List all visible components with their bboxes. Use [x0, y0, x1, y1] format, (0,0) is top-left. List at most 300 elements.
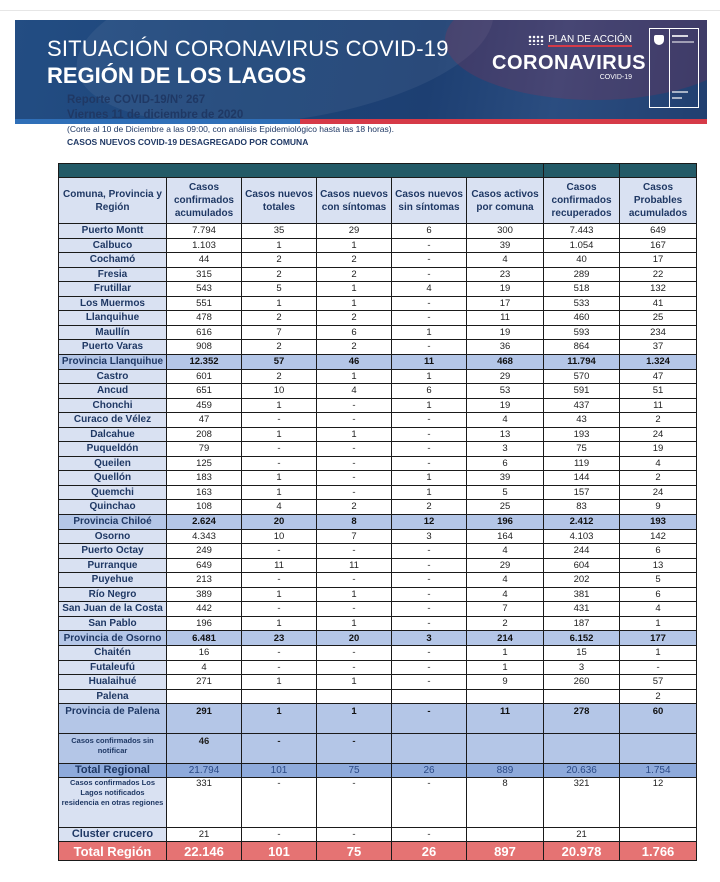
cell-value: - — [242, 778, 317, 828]
table-row — [59, 602, 697, 617]
table-top-band — [59, 164, 697, 178]
table-row — [59, 413, 697, 428]
cell-value: 459 — [167, 398, 242, 413]
table-row — [59, 485, 697, 500]
cell-value: 23 — [467, 267, 544, 282]
table-row — [59, 573, 697, 588]
cell-value: 4.103 — [544, 529, 620, 544]
cell-value: 1 — [317, 427, 392, 442]
cell-value: 1 — [392, 471, 467, 486]
plan-dots-icon — [528, 35, 544, 45]
cases-table — [58, 163, 697, 861]
table-row — [59, 398, 697, 413]
cell-value: 57 — [620, 675, 697, 690]
table-row — [59, 660, 697, 675]
cell-value: 19 — [467, 325, 544, 340]
cell-value: 1 — [242, 587, 317, 602]
row-label: Quemchi — [59, 485, 167, 500]
cell-value: 249 — [167, 544, 242, 559]
row-label: Provincia de Osorno — [59, 631, 167, 646]
cell-value: 13 — [467, 427, 544, 442]
cell-value: - — [317, 413, 392, 428]
logo-divider — [669, 29, 670, 107]
cell-value: 1 — [317, 369, 392, 384]
cell-value: 4 — [467, 573, 544, 588]
cell-value: 1.754 — [620, 764, 697, 778]
cell-value: 6.481 — [167, 631, 242, 646]
cell-value: - — [392, 778, 467, 828]
cell-value: 1 — [317, 704, 392, 734]
cell-value: 478 — [167, 311, 242, 326]
table-row — [59, 587, 697, 602]
column-header: Casos nuevos sin síntomas — [392, 178, 467, 224]
cell-value: - — [317, 442, 392, 457]
cell-value: 1 — [620, 646, 697, 661]
cell-value — [544, 689, 620, 704]
table-row — [59, 253, 697, 268]
cell-value: 864 — [544, 340, 620, 355]
cell-value: 9 — [620, 500, 697, 515]
banner-title: SITUACIÓN CORONAVIRUS COVID-19 — [47, 36, 449, 61]
cell-value: 1 — [242, 471, 317, 486]
cell-value: 6 — [317, 325, 392, 340]
cell-value: 12 — [620, 778, 697, 828]
cell-value: 26 — [392, 764, 467, 778]
cell-value: 51 — [620, 384, 697, 399]
plan-sub: COVID-19 — [599, 74, 632, 81]
cell-value: 2 — [242, 311, 317, 326]
cell-value: 1 — [242, 427, 317, 442]
cell-value — [392, 734, 467, 764]
report-subtitle: CASOS NUEVOS COVID-19 DESAGREGADO POR COMUNA — [67, 137, 309, 147]
row-label: San Pablo — [59, 616, 167, 631]
cell-value: 46 — [317, 354, 392, 369]
table-row — [59, 442, 697, 457]
cell-value: - — [317, 398, 392, 413]
row-label: Puerto Montt — [59, 224, 167, 239]
logo-text-line — [672, 97, 682, 99]
row-label: Palena — [59, 689, 167, 704]
cell-value: 591 — [544, 384, 620, 399]
cell-value: 7 — [242, 325, 317, 340]
cell-value: 1 — [317, 587, 392, 602]
cell-value: 5 — [467, 485, 544, 500]
cell-value: - — [620, 660, 697, 675]
cell-value: 119 — [544, 456, 620, 471]
cell-value: 75 — [317, 842, 392, 861]
cell-value: 2 — [317, 267, 392, 282]
cell-value: 9 — [467, 675, 544, 690]
cell-value: 10 — [242, 384, 317, 399]
cell-value: - — [392, 828, 467, 842]
cell-value: 6 — [467, 456, 544, 471]
cell-value: 11 — [242, 558, 317, 573]
row-label: Los Muermos — [59, 296, 167, 311]
cell-value: 2 — [242, 340, 317, 355]
cell-value: 6 — [392, 384, 467, 399]
cell-value: 39 — [467, 471, 544, 486]
cell-value: 1 — [317, 282, 392, 297]
cell-value: 19 — [467, 282, 544, 297]
band-cell — [59, 164, 544, 178]
cell-value: - — [242, 734, 317, 764]
cell-value: - — [317, 456, 392, 471]
cell-value: 5 — [242, 282, 317, 297]
cell-value: - — [242, 456, 317, 471]
cell-value: - — [392, 675, 467, 690]
logo-text-line — [672, 91, 688, 93]
row-label: Futaleufú — [59, 660, 167, 675]
cell-value: 163 — [167, 485, 242, 500]
cell-value: 2 — [242, 369, 317, 384]
cell-value — [167, 689, 242, 704]
table-row — [59, 529, 697, 544]
cell-value: 183 — [167, 471, 242, 486]
cell-value: 381 — [544, 587, 620, 602]
cell-value: 2 — [467, 616, 544, 631]
cell-value: 1.766 — [620, 842, 697, 861]
unnotified-row — [59, 734, 697, 764]
cell-value: 196 — [167, 616, 242, 631]
cell-value: 19 — [467, 398, 544, 413]
logo-text-line — [672, 35, 688, 37]
cell-value: 331 — [167, 778, 242, 828]
cell-value: 60 — [620, 704, 697, 734]
province-subtotal-row — [59, 631, 697, 646]
row-label: Río Negro — [59, 587, 167, 602]
cell-value: 442 — [167, 602, 242, 617]
row-label: Casos confirmados sin notificar — [59, 734, 167, 764]
cell-value: 41 — [620, 296, 697, 311]
cell-value: - — [317, 573, 392, 588]
row-label: Quinchao — [59, 500, 167, 515]
cell-value: 40 — [544, 253, 620, 268]
cluster-row — [59, 828, 697, 842]
cell-value: 213 — [167, 573, 242, 588]
row-label: Llanquihue — [59, 311, 167, 326]
column-header: Casos confirmados recuperados — [544, 178, 620, 224]
cell-value: 25 — [620, 311, 697, 326]
table-row — [59, 267, 697, 282]
cell-value: 1 — [392, 369, 467, 384]
row-label: Chonchi — [59, 398, 167, 413]
cell-value: 1 — [242, 398, 317, 413]
cell-value: 543 — [167, 282, 242, 297]
cell-value: 43 — [544, 413, 620, 428]
cell-value: 1 — [242, 704, 317, 734]
cell-value: - — [317, 485, 392, 500]
cell-value: 44 — [167, 253, 242, 268]
cell-value: 7.443 — [544, 224, 620, 239]
cell-value — [620, 828, 697, 842]
cell-value: 1 — [467, 646, 544, 661]
cell-value: - — [242, 660, 317, 675]
cell-value: - — [242, 602, 317, 617]
row-label: Queilen — [59, 456, 167, 471]
province-subtotal-row — [59, 514, 697, 529]
table-row — [59, 544, 697, 559]
row-label: Quellón — [59, 471, 167, 486]
cell-value: - — [317, 828, 392, 842]
table-row — [59, 500, 697, 515]
cell-value: - — [242, 828, 317, 842]
row-label: Puerto Varas — [59, 340, 167, 355]
row-label: Cluster crucero — [59, 828, 167, 842]
cell-value: 1 — [317, 616, 392, 631]
cell-value: 12 — [392, 514, 467, 529]
cell-value: 37 — [620, 340, 697, 355]
cell-value: 4 — [392, 282, 467, 297]
row-label: Castro — [59, 369, 167, 384]
cell-value: 79 — [167, 442, 242, 457]
cell-value: - — [392, 602, 467, 617]
table-row — [59, 224, 697, 239]
cell-value: 15 — [544, 646, 620, 661]
cell-value: 278 — [544, 704, 620, 734]
column-header: Casos confirmados acumulados — [167, 178, 242, 224]
cell-value: 1 — [317, 675, 392, 690]
table-row — [59, 689, 697, 704]
cell-value: 593 — [544, 325, 620, 340]
table-row — [59, 427, 697, 442]
cell-value: 616 — [167, 325, 242, 340]
cell-value: 23 — [242, 631, 317, 646]
cell-value: 132 — [620, 282, 697, 297]
row-label: Provincia Llanquihue — [59, 354, 167, 369]
province-subtotal-row — [59, 704, 697, 734]
report-info — [67, 94, 394, 147]
cell-value: 2 — [620, 689, 697, 704]
cell-value: 196 — [467, 514, 544, 529]
cell-value: 1 — [392, 485, 467, 500]
cell-value: 1 — [467, 660, 544, 675]
cell-value: 22 — [620, 267, 697, 282]
cell-value: 20.978 — [544, 842, 620, 861]
cell-value: 6 — [620, 587, 697, 602]
cell-value: - — [392, 442, 467, 457]
cell-value: 157 — [544, 485, 620, 500]
cell-value: 2 — [317, 500, 392, 515]
cell-value: 101 — [242, 764, 317, 778]
cell-value: - — [392, 296, 467, 311]
plan-brand: CORONAVIRUS — [492, 52, 647, 74]
cell-value: - — [392, 340, 467, 355]
cell-value: - — [392, 413, 467, 428]
cell-value: 1 — [242, 296, 317, 311]
cell-value: 897 — [467, 842, 544, 861]
cell-value: 7 — [467, 602, 544, 617]
cell-value: 468 — [467, 354, 544, 369]
cell-value: 8 — [317, 514, 392, 529]
cell-value: 6 — [392, 224, 467, 239]
cell-value: 460 — [544, 311, 620, 326]
plan-label: PLAN DE ACCIÓN — [548, 33, 632, 45]
cell-value: - — [392, 704, 467, 734]
cell-value: 36 — [467, 340, 544, 355]
cell-value: - — [317, 471, 392, 486]
cell-value: - — [317, 734, 392, 764]
cell-value: 291 — [167, 704, 242, 734]
table-row — [59, 325, 697, 340]
cell-value: 1.103 — [167, 238, 242, 253]
cell-value — [317, 689, 392, 704]
cell-value: 551 — [167, 296, 242, 311]
table-row — [59, 238, 697, 253]
cell-value: 321 — [544, 778, 620, 828]
cell-value: 4 — [242, 500, 317, 515]
regional-total-row — [59, 764, 697, 778]
cell-value: 125 — [167, 456, 242, 471]
cell-value: 3 — [467, 442, 544, 457]
table-row — [59, 282, 697, 297]
cell-value: 16 — [167, 646, 242, 661]
cell-value: 4 — [467, 587, 544, 602]
cell-value — [467, 828, 544, 842]
table-row — [59, 471, 697, 486]
cell-value: 889 — [467, 764, 544, 778]
cell-value: - — [392, 267, 467, 282]
row-label: Frutillar — [59, 282, 167, 297]
cell-value: 431 — [544, 602, 620, 617]
cell-value: - — [392, 660, 467, 675]
cell-value: 604 — [544, 558, 620, 573]
cell-value: 47 — [620, 369, 697, 384]
cell-value: 46 — [167, 734, 242, 764]
cell-value: 4 — [317, 384, 392, 399]
cell-value: 101 — [242, 842, 317, 861]
cell-value: 1.054 — [544, 238, 620, 253]
cell-value: - — [317, 544, 392, 559]
cell-value: 10 — [242, 529, 317, 544]
cell-value: 1 — [242, 238, 317, 253]
cell-value — [467, 689, 544, 704]
cell-value: 177 — [620, 631, 697, 646]
cell-value: 2 — [317, 311, 392, 326]
column-header: Comuna, Provincia y Región — [59, 178, 167, 224]
cell-value: 649 — [167, 558, 242, 573]
row-label: Puyehue — [59, 573, 167, 588]
cell-value: 21.794 — [167, 764, 242, 778]
row-label: Fresia — [59, 267, 167, 282]
cell-value: 601 — [167, 369, 242, 384]
cell-value: 2 — [242, 253, 317, 268]
row-label: Ancud — [59, 384, 167, 399]
band-cell — [544, 164, 620, 178]
cell-value: 17 — [620, 253, 697, 268]
cell-value: 11.794 — [544, 354, 620, 369]
other-regions-row — [59, 778, 697, 828]
cell-value: 144 — [544, 471, 620, 486]
column-header: Casos nuevos con síntomas — [317, 178, 392, 224]
cell-value: 315 — [167, 267, 242, 282]
chile-crest-icon — [654, 35, 664, 45]
column-header: Casos nuevos totales — [242, 178, 317, 224]
cell-value: 142 — [620, 529, 697, 544]
cell-value: - — [392, 646, 467, 661]
cell-value: 2.412 — [544, 514, 620, 529]
cell-value: 4 — [467, 253, 544, 268]
cell-value: 4 — [467, 413, 544, 428]
cell-value: 20 — [242, 514, 317, 529]
cell-value: 39 — [467, 238, 544, 253]
cell-value: 11 — [467, 311, 544, 326]
banner-region: REGIÓN DE LOS LAGOS — [47, 63, 307, 88]
cell-value: - — [317, 646, 392, 661]
cell-value: 289 — [544, 267, 620, 282]
cell-value: 214 — [467, 631, 544, 646]
cell-value: 29 — [467, 369, 544, 384]
cell-value: 2 — [242, 267, 317, 282]
cell-value: - — [317, 602, 392, 617]
cell-value: 2 — [392, 500, 467, 515]
row-label: Dalcahue — [59, 427, 167, 442]
cell-value: - — [392, 456, 467, 471]
cell-value: 1 — [317, 296, 392, 311]
row-label: Chaitén — [59, 646, 167, 661]
cell-value: 193 — [620, 514, 697, 529]
cell-value: 11 — [467, 704, 544, 734]
cell-value: 260 — [544, 675, 620, 690]
cell-value: 1 — [392, 325, 467, 340]
cell-value: 5 — [620, 573, 697, 588]
cell-value: - — [392, 587, 467, 602]
cell-value: 389 — [167, 587, 242, 602]
row-label: Puerto Octay — [59, 544, 167, 559]
column-header: Casos activos por comuna — [467, 178, 544, 224]
cell-value: 22.146 — [167, 842, 242, 861]
cell-value: - — [242, 442, 317, 457]
cell-value: 1 — [317, 238, 392, 253]
report-cutoff: (Corte al 10 de Diciembre a las 09:00, con análisis Epidemiológico hasta las 18 horas). — [67, 124, 394, 134]
table-row — [59, 369, 697, 384]
cell-value: 20.636 — [544, 764, 620, 778]
cell-value: 271 — [167, 675, 242, 690]
cell-value: 649 — [620, 224, 697, 239]
table-header-row — [59, 178, 697, 224]
province-subtotal-row — [59, 354, 697, 369]
row-label: Provincia de Palena — [59, 704, 167, 734]
cell-value: 35 — [242, 224, 317, 239]
cell-value: 17 — [467, 296, 544, 311]
row-label: Curaco de Vélez — [59, 413, 167, 428]
table-row — [59, 340, 697, 355]
table-row — [59, 558, 697, 573]
cell-value: 1.324 — [620, 354, 697, 369]
cell-value: - — [392, 253, 467, 268]
cell-value: - — [392, 427, 467, 442]
column-header: Casos Probables acumulados — [620, 178, 697, 224]
cell-value: - — [392, 573, 467, 588]
cell-value: 13 — [620, 558, 697, 573]
cell-value: 7.794 — [167, 224, 242, 239]
report-number: Reporte COVID-19/N° 267 — [67, 94, 206, 106]
cell-value: 3 — [392, 529, 467, 544]
row-label: San Juan de la Costa — [59, 602, 167, 617]
cell-value: 187 — [544, 616, 620, 631]
cell-value: 202 — [544, 573, 620, 588]
table-row — [59, 311, 697, 326]
cell-value: 26 — [392, 842, 467, 861]
table-row — [59, 646, 697, 661]
cell-value: 19 — [620, 442, 697, 457]
cell-value: 6.152 — [544, 631, 620, 646]
band-cell — [620, 164, 697, 178]
cell-value: 570 — [544, 369, 620, 384]
cell-value — [467, 734, 544, 764]
cell-value: 3 — [392, 631, 467, 646]
grand-total-row — [59, 842, 697, 861]
cell-value: 25 — [467, 500, 544, 515]
